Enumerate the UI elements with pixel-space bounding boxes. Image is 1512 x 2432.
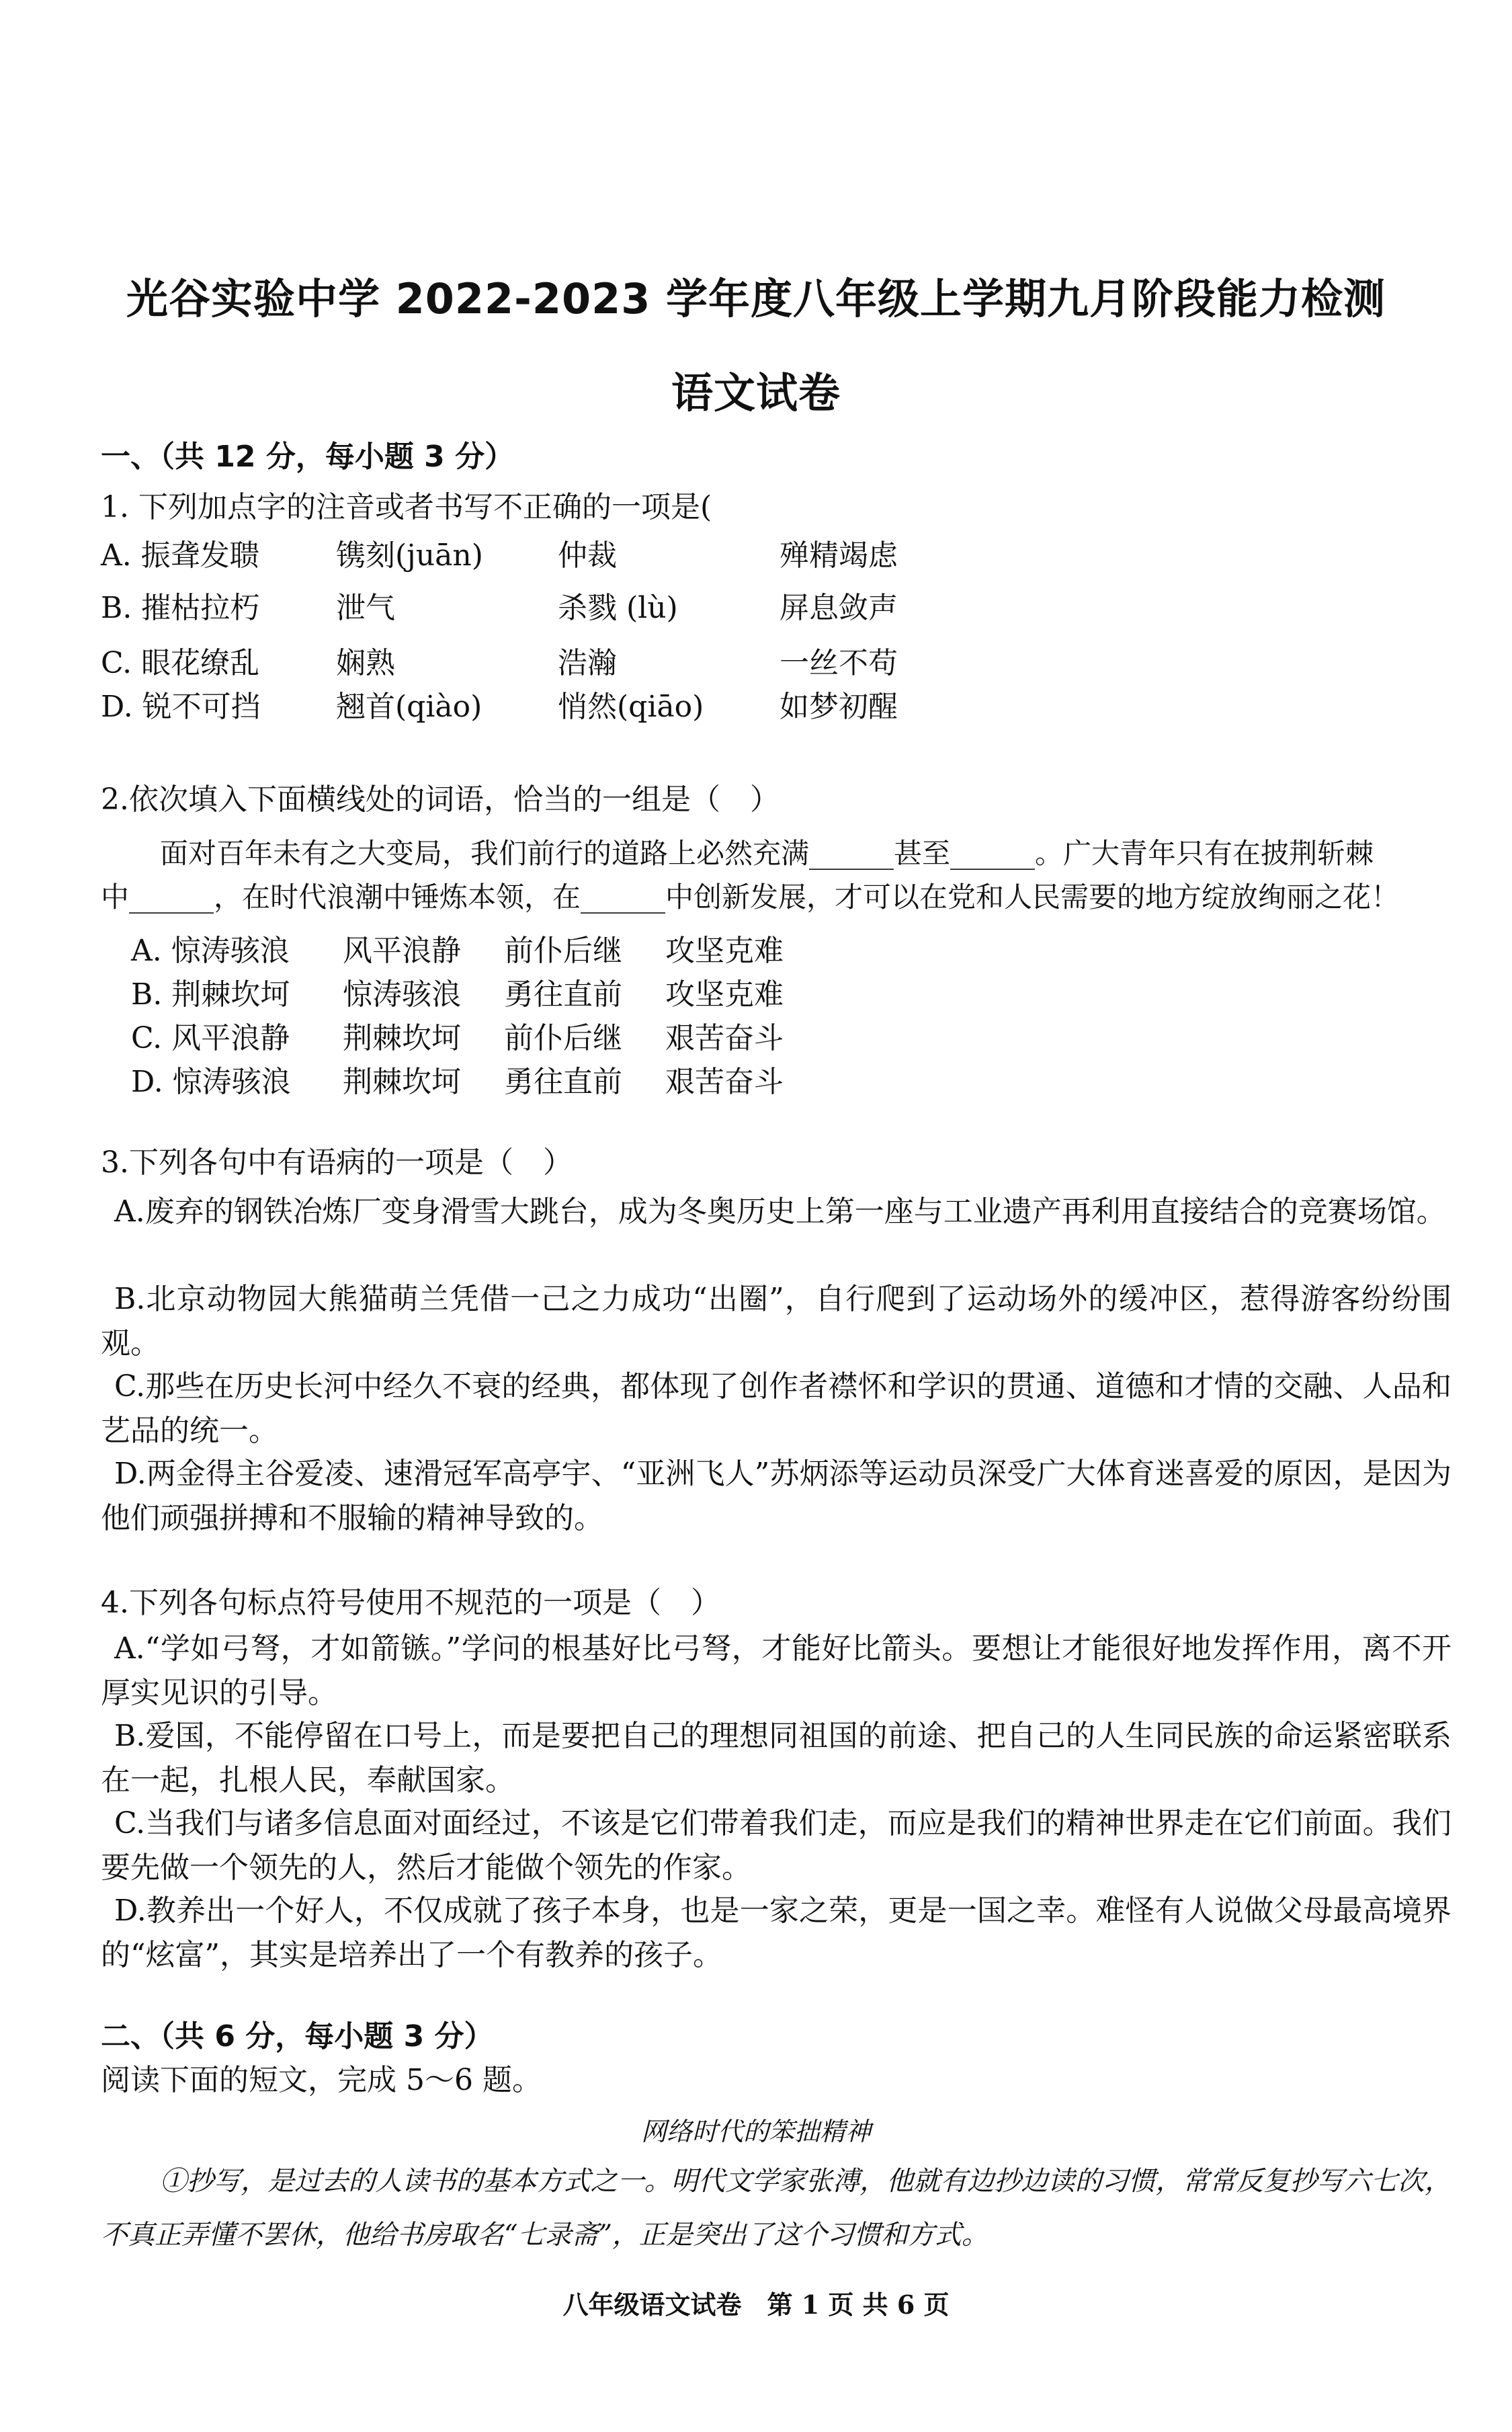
exam-subtitle: 语文试卷 (671, 368, 841, 417)
q2-option-c-4: 艰苦奋斗 (665, 1021, 784, 1055)
q1-option-c-3: 浩瀚 (558, 646, 617, 680)
q1-option-a-2: 镌刻(juān) (336, 538, 483, 573)
q2-option-b-1: B. 荆棘坎坷 (131, 977, 290, 1012)
q4-option-b: B.爱国，不能停留在口号上，而是要把自己的理想同祖国的前途、把自己的人生同民族的命运紧密联系在一起，扎根人民，奉献国家。 (101, 1719, 1452, 1797)
q1-option-b-3: 杀戮 (lù) (558, 591, 678, 625)
q2-option-d-1: D. 惊涛骇浪 (131, 1065, 291, 1099)
q1-option-b-1: B. 摧枯拉朽 (101, 591, 260, 625)
section2-heading: 二、（共 6 分，每小题 3 分） (101, 2019, 494, 2054)
section2-instruction: 阅读下面的短文，完成 5～6 题。 (101, 2063, 542, 2097)
q2-option-a-3: 前仆后继 (504, 934, 622, 968)
q4-option-d: D.教养出一个好人，不仅成就了孩子本身，也是一家之荣，更是一国之幸。难怪有人说做父母最高境界的“炫富”，其实是培养出了一个有教养的孩子。 (101, 1894, 1452, 1972)
q1-option-b-4: 屏息敛声 (780, 591, 898, 625)
q2-option-d-4: 艰苦奋斗 (665, 1065, 784, 1099)
q1-option-c-4: 一丝不苟 (780, 646, 898, 680)
q2-stem: 2.依次填入下面横线处的词语，恰当的一组是（ ） (101, 782, 780, 817)
article-paragraph-1: ①抄写，是过去的人读书的基本方式之一。明代文学家张溥，他就有边抄边读的习惯，常常反复抄写六七次，不真正弄懂不罢休，他给书房取名“七录斋”，正是突出了这个习惯和方式。 (101, 2166, 1452, 2251)
q2-option-a-2: 风平浪静 (343, 934, 461, 968)
q3-option-c: C.那些在历史长河中经久不衰的经典，都体现了创作者襟怀和学识的贯通、道德和才情的交融、人品和艺品的统一。 (101, 1369, 1452, 1448)
q2-option-a-4: 攻坚克难 (665, 934, 784, 968)
q2-option-d-2: 荆棘坎坷 (343, 1065, 461, 1099)
q1-option-a-4: 殚精竭虑 (780, 538, 898, 573)
q2-passage-line1: 面对百年未有之大变局，我们前行的道路上必然充满______甚至______。广大青年只有在披荆斩棘 (160, 837, 1374, 870)
q2-option-a-1: A. 惊涛骇浪 (131, 934, 290, 968)
q1-stem: 1. 下列加点字的注音或者书写不正确的一项是( (101, 490, 712, 524)
q1-option-d-4: 如梦初醒 (780, 690, 898, 724)
q2-option-b-2: 惊涛骇浪 (343, 977, 461, 1012)
q3-option-d: D.两金得主谷爱凌、速滑冠军高亭宇、“亚洲飞人”苏炳添等运动员深受广大体育迷喜爱的原因，是因为他们顽强拼搏和不服输的精神导致的。 (101, 1457, 1452, 1535)
q2-passage-line2: 中______，在时代浪潮中锤炼本领，在______中创新发展，才可以在党和人民需要的地方绽放绚丽之花！ (101, 881, 1400, 914)
q2-option-b-3: 勇往直前 (504, 977, 622, 1012)
section1-heading: 一、（共 12 分，每小题 3 分） (101, 440, 515, 474)
q1-option-d-3: 悄然(qiāo) (558, 690, 704, 724)
q4-option-c: C.当我们与诸多信息面对面经过，不该是它们带着我们走，而应是我们的精神世界走在它们前面。我们要先做一个领先的人，然后才能做个领先的作家。 (101, 1806, 1452, 1885)
q2-option-d-3: 勇往直前 (504, 1065, 622, 1099)
q2-option-c-2: 荆棘坎坷 (343, 1021, 461, 1055)
article-title: 网络时代的笨拙精神 (640, 2117, 871, 2146)
q2-option-b-4: 攻坚克难 (665, 977, 784, 1012)
q1-option-d-1: D. 锐不可挡 (101, 690, 261, 724)
q2-option-c-3: 前仆后继 (504, 1021, 622, 1055)
page-footer: 八年级语文试卷 第 1 页 共 6 页 (562, 2289, 950, 2320)
exam-title: 光谷实验中学 2022-2023 学年度八年级上学期九月阶段能力检测 (126, 274, 1386, 323)
q1-option-c-1: C. 眼花缭乱 (101, 646, 260, 680)
q4-stem: 4.下列各句标点符号使用不规范的一项是（ ） (101, 1586, 720, 1620)
q3-option-b: B.北京动物园大熊猫萌兰凭借一己之力成功“出圈”，自行爬到了运动场外的缓冲区，惹得游客纷纷围观。 (101, 1282, 1452, 1361)
q4-option-a: A.“学如弓弩，才如箭镞。”学问的根基好比弓弩，才能好比箭头。要想让才能很好地发挥作用，离不开厚实见识的引导。 (101, 1631, 1452, 1710)
q1-option-c-2: 娴熟 (336, 646, 395, 680)
q3-stem: 3.下列各句中有语病的一项是（ ） (101, 1145, 573, 1180)
q1-option-b-2: 泄气 (336, 591, 395, 625)
q2-option-c-1: C. 风平浪静 (131, 1021, 290, 1055)
q1-option-a-1: A. 振聋发聩 (101, 538, 259, 573)
q1-option-d-2: 翘首(qiào) (336, 690, 482, 724)
q3-option-a: A.废弃的钢铁冶炼厂变身滑雪大跳台，成为冬奥历史上第一座与工业遗产再利用直接结合的竞赛场馆。 (114, 1194, 1446, 1229)
q1-option-a-3: 仲裁 (558, 538, 617, 573)
